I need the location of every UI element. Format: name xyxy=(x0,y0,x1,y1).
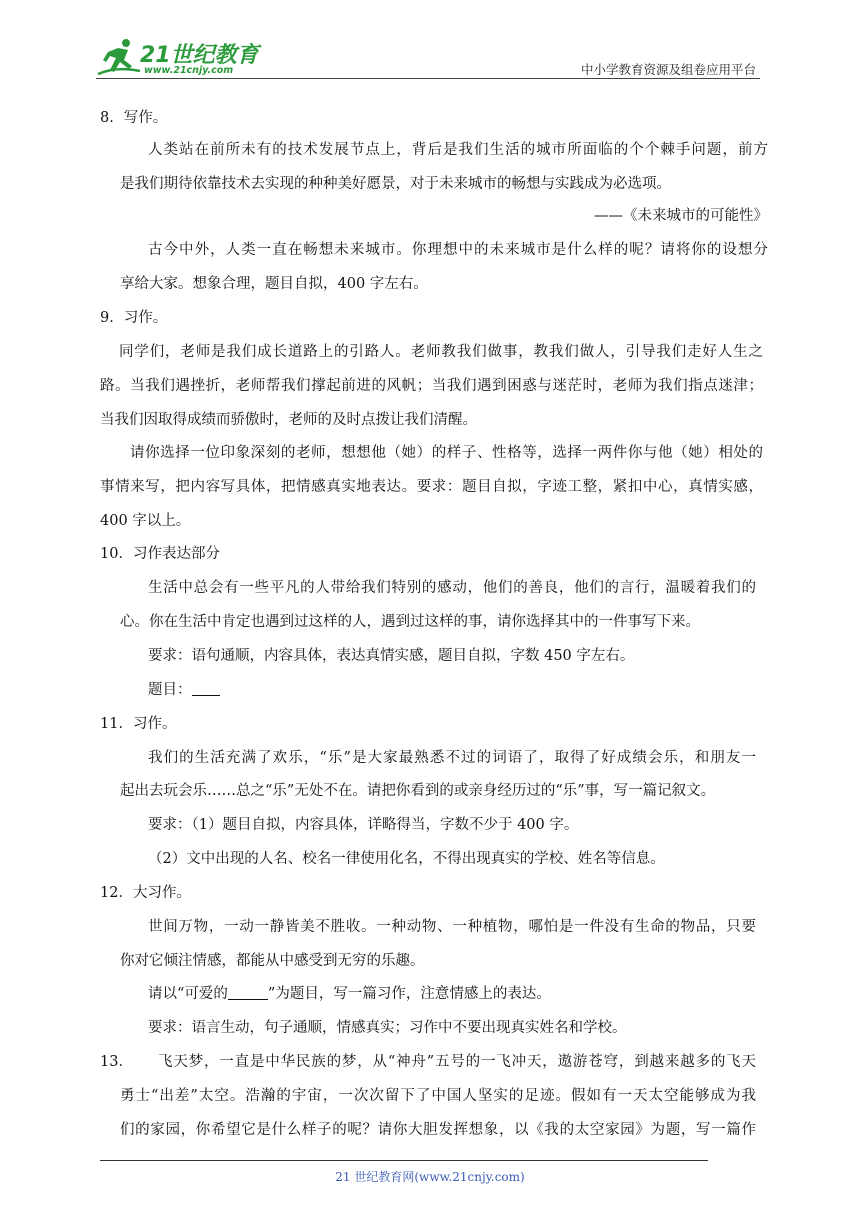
q12-requirement: 要求：语言生动，句子通顺，情感真实；习作中不要出现真实姓名和学校。 xyxy=(148,1020,627,1036)
site-logo[interactable] xyxy=(96,38,266,80)
q9-paragraph-line: 当我们因取得成绩而骄傲时，老师的及时点拨让我们清醒。 xyxy=(100,412,477,428)
q12-prompt-line xyxy=(148,984,816,1004)
q9-paragraph-line: 事情来写，把内容写具体，把情感真实地表达。要求：题目自拟，字迹工整，紧扣中心，真情实感， xyxy=(100,479,763,495)
page-header xyxy=(0,0,860,80)
q11-requirement: 要求：（1）题目自拟，内容具体，详略得当，字数不少于 400 字。 xyxy=(148,817,579,833)
q12-prompt-suffix: ”为题目，写一篇习作，注意情感上的表达。 xyxy=(267,986,551,1002)
logo-text: 21世纪教育 xyxy=(140,43,259,68)
q8-source: ——《未来城市的可能性》 xyxy=(594,208,768,224)
q10-title: 10．习作表达部分 xyxy=(100,546,220,562)
q13-paragraph-line: 们的家园，你希望它是什么样子的呢？请你大胆发挥想象，以《我的太空家园》为题，写一篇作 xyxy=(120,1122,756,1138)
title-blank[interactable] xyxy=(228,984,268,1000)
q12-title: 12．大习作。 xyxy=(100,885,191,901)
q8-title: 8．写作。 xyxy=(100,110,168,126)
q9-paragraph-line: 400 字以上。 xyxy=(100,513,191,529)
q10-paragraph-line: 心。你在生活中肯定也遇到过这样的人，遇到过这样的事，请你选择其中的一件事写下来。 xyxy=(120,614,700,630)
q11-paragraph-line: 起出去玩会乐……总之“乐”无处不在。请把你看到的或亲身经历过的“乐”事，写一篇记叙文。 xyxy=(120,783,716,799)
q11-title: 11．习作。 xyxy=(100,716,177,732)
q12-prompt-prefix: 请以“可爱的 xyxy=(148,986,228,1002)
q10-requirement: 要求：语句通顺，内容具体，表达真情实感，题目自拟，字数 450 字左右。 xyxy=(148,648,635,664)
q9-title: 9．习作。 xyxy=(100,310,168,326)
q9-paragraph-line: 请你选择一位印象深刻的老师，想想他（她）的样子、性格等，选择一两件你与他（她）相处的 xyxy=(130,445,763,461)
q8-paragraph-line: 人类站在前所未有的技术发展节点上，背后是我们生活的城市所面临的个个棘手问题，前方 xyxy=(148,142,768,158)
footer-link[interactable]: 21 世纪教育网(www.21cnjy.com) xyxy=(335,1170,525,1184)
platform-tagline: 中小学教育资源及组卷应用平台 xyxy=(580,62,756,77)
q8-paragraph-line: 古今中外，人类一直在畅想未来城市。你理想中的未来城市是什么样的呢？请将你的设想分 xyxy=(148,242,768,258)
q13-paragraph-line: 飞天梦，一直是中华民族的梦，从“神舟”五号的一飞冲天，遨游苍穹，到越来越多的飞天 xyxy=(158,1054,756,1070)
q13-paragraph-line: 勇士“出差”太空。浩瀚的宇宙，一次次留下了中国人坚实的足迹。假如有一天太空能够成为我 xyxy=(120,1088,756,1104)
q8-paragraph-line: 享给大家。想象合理，题目自拟，400 字左右。 xyxy=(120,276,428,292)
q11-requirement: （2）文中出现的人名、校名一律使用化名，不得出现真实的学校、姓名等信息。 xyxy=(148,851,665,867)
q10-paragraph-line: 生活中总会有一些平凡的人带给我们特别的感动，他们的善良，他们的言行，温暖着我们的 xyxy=(148,580,756,596)
q9-paragraph-line: 路。当我们遇挫折，老师帮我们撑起前进的风帆；当我们遇到困惑与迷茫时，老师为我们指点迷津； xyxy=(100,378,763,394)
q12-paragraph-line: 世间万物，一动一静皆美不胜收。一种动物、一种植物，哪怕是一件没有生命的物品，只要 xyxy=(148,919,756,935)
header-divider xyxy=(96,78,760,79)
q13-number: 13． xyxy=(100,1054,133,1070)
q12-paragraph-line: 你对它倾注情感，都能从中感受到无穷的乐趣。 xyxy=(120,953,425,969)
topic-blank[interactable] xyxy=(192,680,220,696)
q11-paragraph-line: 我们的生活充满了欢乐，“乐”是大家最熟悉不过的词语了，取得了好成绩会乐，和朋友一 xyxy=(148,750,756,766)
q10-topic-label: 题目： xyxy=(148,682,192,698)
logo-url: www.21cnjy.com xyxy=(144,65,234,76)
q9-paragraph-line: 同学们，老师是我们成长道路上的引路人。老师教我们做事，教我们做人，引导我们走好人生之 xyxy=(119,344,763,360)
runner-logo-icon xyxy=(96,38,142,78)
footer-divider xyxy=(100,1160,708,1161)
q8-paragraph-line: 是我们期待依靠技术去实现的种种美好愿景，对于未来城市的畅想与实践成为必选项。 xyxy=(120,176,671,192)
q10-topic-line xyxy=(148,680,816,700)
